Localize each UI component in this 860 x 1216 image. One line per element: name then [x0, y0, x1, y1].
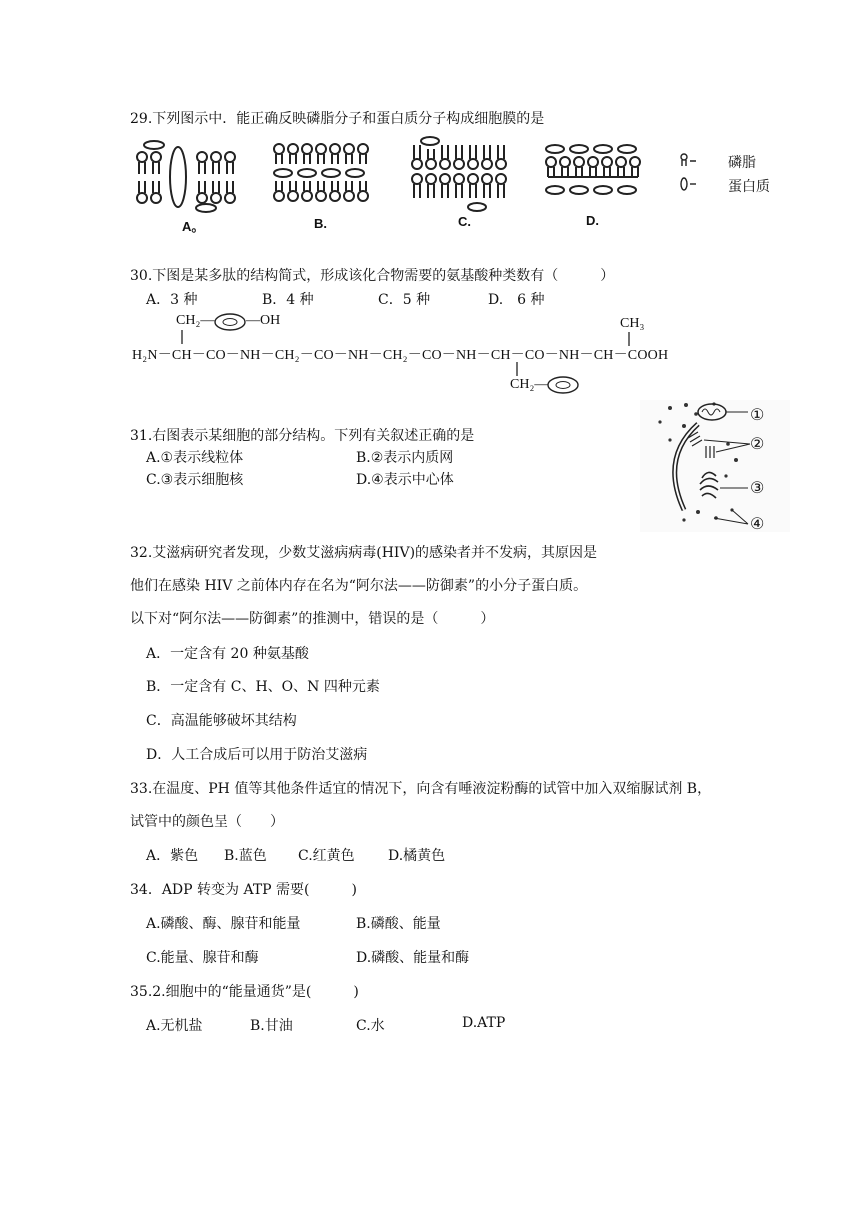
benzene-ring-2-icon	[546, 375, 580, 395]
q29-stem: 29.下列图示中．能正确反映磷脂分子和蛋白质分子构成细胞膜的是	[130, 111, 545, 127]
polypeptide-chain: H₂N－CH－CO－NH－CH₂－CO－NH－CH₂－CO－NH－CH－CO－NH－CH－COOH	[132, 348, 669, 363]
legend-protein-icon	[681, 178, 696, 190]
r4-group: CH₂—	[510, 377, 549, 392]
q29-label-a: A。	[182, 219, 205, 234]
q35-option-b: B.甘油	[250, 1018, 293, 1034]
q33-option-c: C.红黄色	[298, 848, 355, 864]
cell-structure-diagram	[640, 400, 790, 532]
q29-label-d: D.	[586, 213, 599, 228]
r1-oh: —OH	[246, 313, 281, 328]
r5-group: CH₃	[620, 316, 645, 331]
q31-option-d: D.④表示中心体	[356, 472, 454, 488]
callout-4: ④	[750, 514, 765, 533]
q32-option-c: C．高温能够破坏其结构	[146, 713, 297, 729]
q33-option-a: A．紫色	[146, 848, 199, 864]
q34-option-d: D.磷酸、能量和酶	[356, 950, 470, 966]
q32-option-b: B．一定含有 C、H、O、N 四种元素	[146, 679, 380, 695]
legend-protein-label: 蛋白质	[728, 179, 770, 195]
legend-lipid-label: 磷脂	[728, 155, 756, 171]
q35-option-a: A.无机盐	[146, 1018, 203, 1034]
q32-stem-line-3: 以下对“阿尔法——防御素”的推测中，错误的是（ ）	[130, 611, 495, 627]
q34-option-c: C.能量、腺苷和酶	[146, 950, 259, 966]
q30-option-c: C．5 种	[378, 292, 431, 308]
diagram-b	[274, 144, 368, 201]
q32-stem-line-2: 他们在感染 HIV 之前体内存在名为“阿尔法——防御素”的小分子蛋白质。	[130, 578, 588, 594]
diagram-a	[137, 141, 235, 212]
q29-label-c: C.	[458, 214, 471, 229]
legend-lipid-icon	[681, 154, 696, 166]
benzene-ring-1-icon	[213, 312, 247, 332]
r5-bond	[627, 332, 631, 346]
q33-stem-line-2: 试管中的颜色呈（ ）	[130, 814, 284, 830]
q30-option-d: D. 6 种	[488, 292, 545, 308]
q33-option-d: D.橘黄色	[388, 848, 446, 864]
q32-stem-line-1: 32.艾滋病研究者发现，少数艾滋病病毒(HIV)的感染者并不发病，其原因是	[130, 545, 598, 561]
q29-label-b: B.	[314, 216, 327, 231]
callout-3: ③	[750, 478, 765, 497]
q30-option-a: A．3 种	[146, 292, 198, 308]
q32-option-d: D．人工合成后可以用于防治艾滋病	[146, 747, 368, 763]
q34-stem: 34．ADP 转变为 ATP 需要( )	[130, 882, 357, 898]
q33-option-b: B.蓝色	[224, 848, 267, 864]
callout-1: ①	[750, 405, 765, 424]
diagram-c	[412, 137, 506, 211]
q34-option-b: B.磷酸、能量	[356, 916, 441, 932]
q31-option-b: B.②表示内质网	[356, 450, 454, 466]
q35-stem: 35.2.细胞中的“能量通货”是( )	[130, 984, 359, 1000]
q30-option-b: B．4 种	[262, 292, 314, 308]
r4-bond	[515, 362, 519, 376]
q33-stem-line-1: 33.在温度、PH 值等其他条件适宜的情况下，向含有唾液淀粉酶的试管中加入双缩脲试剂 B，	[130, 781, 712, 797]
q35-option-c: C.水	[356, 1018, 385, 1034]
q34-option-a: A.磷酸、酶、腺苷和能量	[146, 916, 301, 932]
q31-stem: 31.右图表示某细胞的部分结构。下列有关叙述正确的是	[130, 428, 475, 444]
q31-option-c: C.③表示细胞核	[146, 472, 244, 488]
diagram-d	[546, 145, 640, 194]
q30-stem: 30.下图是某多肽的结构简式，形成该化合物需要的氨基酸种类数有（ ）	[130, 268, 615, 284]
q32-option-a: A．一定含有 20 种氨基酸	[146, 646, 309, 662]
q35-option-d: D.ATP	[462, 1015, 506, 1031]
r1-bond	[180, 330, 184, 344]
callout-2: ②	[750, 434, 765, 453]
r1-group: CH₂—	[176, 313, 215, 328]
q31-option-a: A.①表示线粒体	[146, 450, 244, 466]
